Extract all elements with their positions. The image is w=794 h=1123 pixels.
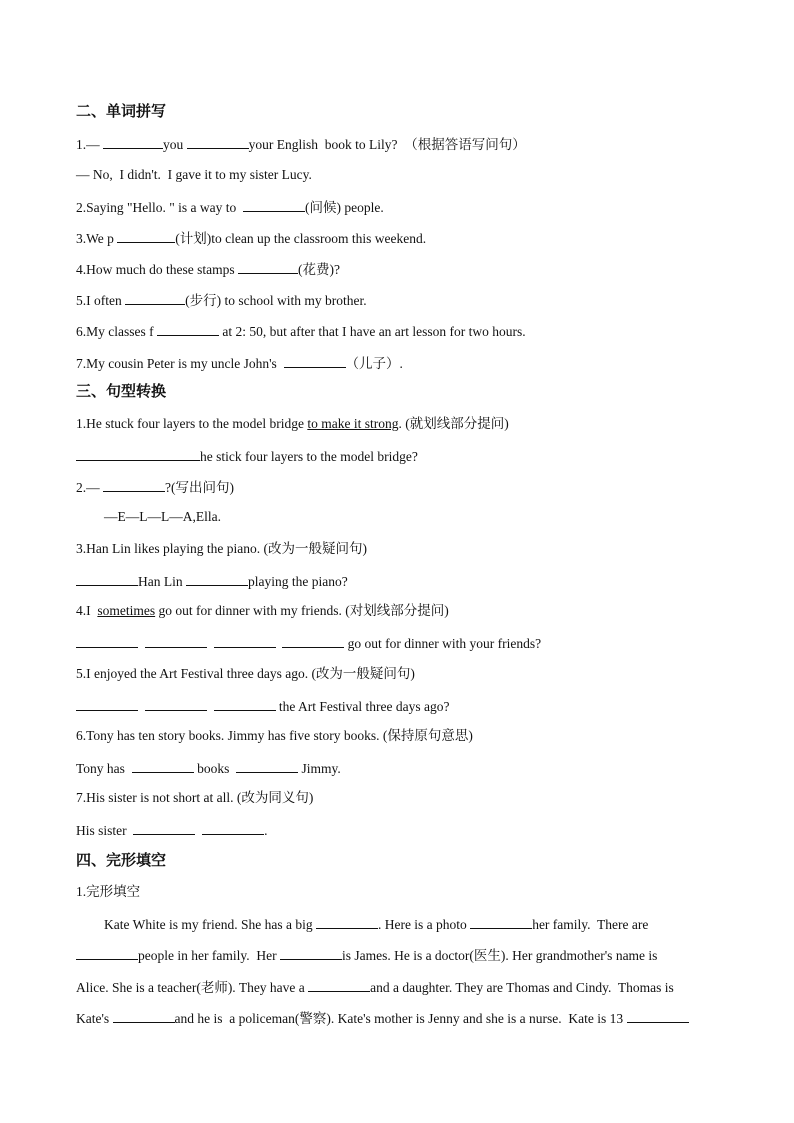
answer-blank[interactable] bbox=[76, 571, 138, 586]
question-s3-1: 1.He stuck four layers to the model bridge to make it strong. (就划线部分提问) bbox=[76, 416, 509, 431]
answer-blank[interactable] bbox=[157, 321, 219, 336]
answer-blank[interactable] bbox=[214, 633, 276, 648]
question-s2-1: 1.— you your English book to Lily? （根据答语写问句） bbox=[76, 134, 526, 154]
answer-line-s3-3: Han Lin playing the piano? bbox=[76, 571, 348, 591]
question-s2-2: 2.Saying "Hello. " is a way to (问候) people. bbox=[76, 197, 384, 217]
cloze-subtitle: 1.完形填空 bbox=[76, 884, 141, 899]
question-s2-7: 7.My cousin Peter is my uncle John's （儿子）. bbox=[76, 353, 403, 373]
answer-blank[interactable] bbox=[202, 820, 264, 835]
section-heading-cloze: 四、完形填空 bbox=[76, 851, 167, 869]
answer-line-s3-7: His sister . bbox=[76, 820, 268, 840]
answer-blank[interactable] bbox=[214, 696, 276, 711]
answer-blank[interactable] bbox=[470, 914, 532, 929]
question-s3-2: 2.— ?(写出问句) bbox=[76, 477, 234, 497]
answer-line-s2-1: — No, I didn't. I gave it to my sister Lucy. bbox=[76, 167, 312, 182]
answer-blank[interactable] bbox=[308, 977, 370, 992]
answer-blank[interactable] bbox=[145, 696, 207, 711]
question-s3-7: 7.His sister is not short at all. (改为同义句) bbox=[76, 790, 314, 805]
answer-blank[interactable] bbox=[280, 945, 342, 960]
question-s2-4: 4.How much do these stamps (花费)? bbox=[76, 259, 340, 279]
answer-blank[interactable] bbox=[187, 134, 249, 149]
underlined-phrase: to make it strong bbox=[307, 416, 399, 431]
question-s3-5: 5.I enjoyed the Art Festival three days ago. (改为一般疑问句) bbox=[76, 666, 415, 681]
answer-blank[interactable] bbox=[125, 290, 185, 305]
answer-blank[interactable] bbox=[282, 633, 344, 648]
answer-blank[interactable] bbox=[145, 633, 207, 648]
answer-blank[interactable] bbox=[76, 633, 138, 648]
answer-blank[interactable] bbox=[243, 197, 305, 212]
answer-blank[interactable] bbox=[186, 571, 248, 586]
answer-line-s3-4: go out for dinner with your friends? bbox=[76, 633, 541, 653]
cloze-line-4: Kate's and he is a policeman(警察). Kate's mother is Jenny and she is a nurse. Kate is 13 bbox=[76, 1008, 689, 1028]
answer-blank[interactable] bbox=[236, 758, 298, 773]
answer-line-s3-5: the Art Festival three days ago? bbox=[76, 696, 449, 716]
answer-line-s3-1: he stick four layers to the model bridge? bbox=[76, 446, 418, 466]
answer-blank[interactable] bbox=[76, 945, 138, 960]
question-s2-5: 5.I often (步行) to school with my brother. bbox=[76, 290, 367, 310]
answer-blank[interactable] bbox=[113, 1008, 175, 1023]
answer-blank[interactable] bbox=[238, 259, 298, 274]
answer-blank[interactable] bbox=[316, 914, 378, 929]
answer-blank[interactable] bbox=[76, 446, 200, 461]
cloze-line-1: Kate White is my friend. She has a big . Here is a photo her family. There are bbox=[104, 914, 648, 934]
answer-blank[interactable] bbox=[103, 134, 163, 149]
cloze-line-3: Alice. She is a teacher(老师). They have a and a daughter. They are Thomas and Cindy. Thomas is bbox=[76, 977, 674, 997]
question-s2-3: 3.We p (计划)to clean up the classroom this weekend. bbox=[76, 228, 426, 248]
answer-blank[interactable] bbox=[627, 1008, 689, 1023]
section-heading-transformation: 三、句型转换 bbox=[76, 382, 167, 400]
cloze-line-2: people in her family. Her is James. He is a doctor(医生). Her grandmother's name is bbox=[76, 945, 657, 965]
answer-line-s3-2: —E—L—L—A,Ella. bbox=[104, 509, 221, 524]
answer-blank[interactable] bbox=[133, 820, 195, 835]
answer-blank[interactable] bbox=[103, 477, 165, 492]
answer-blank[interactable] bbox=[117, 228, 175, 243]
question-s3-3: 3.Han Lin likes playing the piano. (改为一般疑问句) bbox=[76, 541, 367, 556]
section-heading-spelling: 二、单词拼写 bbox=[76, 102, 167, 120]
question-s2-6: 6.My classes f at 2: 50, but after that I have an art lesson for two hours. bbox=[76, 321, 526, 341]
answer-line-s3-6: Tony has books Jimmy. bbox=[76, 758, 341, 778]
answer-blank[interactable] bbox=[132, 758, 194, 773]
question-s3-6: 6.Tony has ten story books. Jimmy has five story books. (保持原句意思) bbox=[76, 728, 473, 743]
underlined-word: sometimes bbox=[97, 603, 156, 618]
question-s3-4: 4.I sometimes go out for dinner with my friends. (对划线部分提问) bbox=[76, 603, 449, 618]
answer-blank[interactable] bbox=[76, 696, 138, 711]
answer-blank[interactable] bbox=[284, 353, 346, 368]
